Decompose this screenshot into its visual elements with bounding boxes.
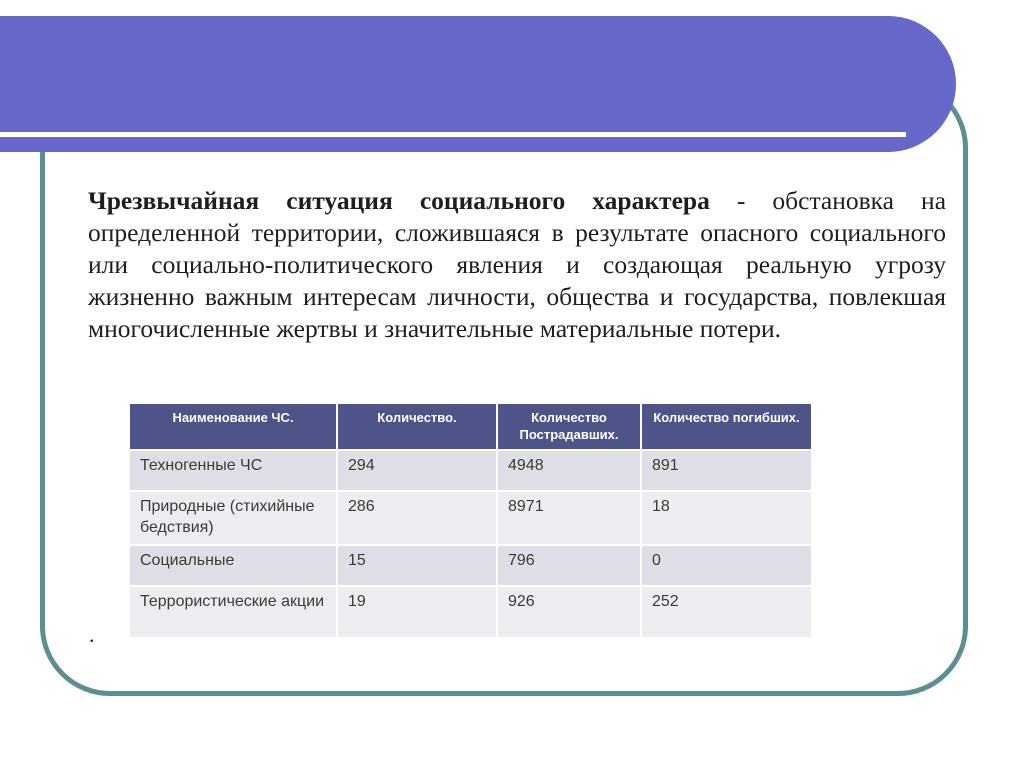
cell-name: Техногенные ЧС	[129, 450, 337, 491]
definition-text: - обстановка на определенной территории, сложившаяся в результате опасного социального или социально-политического явления и создающая реальную угрозу жизненно важным интересам личности, общества и государства, повлекшая многочисленные жертвы и значительные материальные потери.	[88, 186, 947, 343]
definition-term: Чрезвычайная ситуация социального характера	[88, 186, 710, 215]
emergency-statistics-table	[128, 402, 813, 639]
cell-dead: 18	[641, 491, 812, 545]
cell-dead: 891	[641, 450, 812, 491]
header-name: Наименование ЧС.	[129, 403, 337, 450]
cell-count: 15	[337, 545, 497, 586]
cell-injured: 8971	[497, 491, 641, 545]
header-injured: Количество Пострадавших.	[497, 403, 641, 450]
header-dead: Количество погибших.	[641, 403, 812, 450]
cell-injured: 926	[497, 586, 641, 638]
table-row	[129, 491, 812, 545]
table-header-row	[129, 403, 812, 450]
table-row	[129, 450, 812, 491]
cell-dead: 252	[641, 586, 812, 638]
table-row	[129, 586, 812, 638]
cell-count: 294	[337, 450, 497, 491]
cell-name: Социальные	[129, 545, 337, 586]
cell-name: Природные (стихийные бедствия)	[129, 491, 337, 545]
table-row	[129, 545, 812, 586]
cell-name: Террористические акции	[129, 586, 337, 638]
cell-injured: 796	[497, 545, 641, 586]
definition-paragraph	[88, 185, 946, 345]
cell-injured: 4948	[497, 450, 641, 491]
cell-count: 286	[337, 491, 497, 545]
header-count: Количество.	[337, 403, 497, 450]
cell-dead: 0	[641, 545, 812, 586]
bullet-point: .	[89, 622, 95, 647]
cell-count: 19	[337, 586, 497, 638]
header-divider-line	[0, 132, 906, 137]
